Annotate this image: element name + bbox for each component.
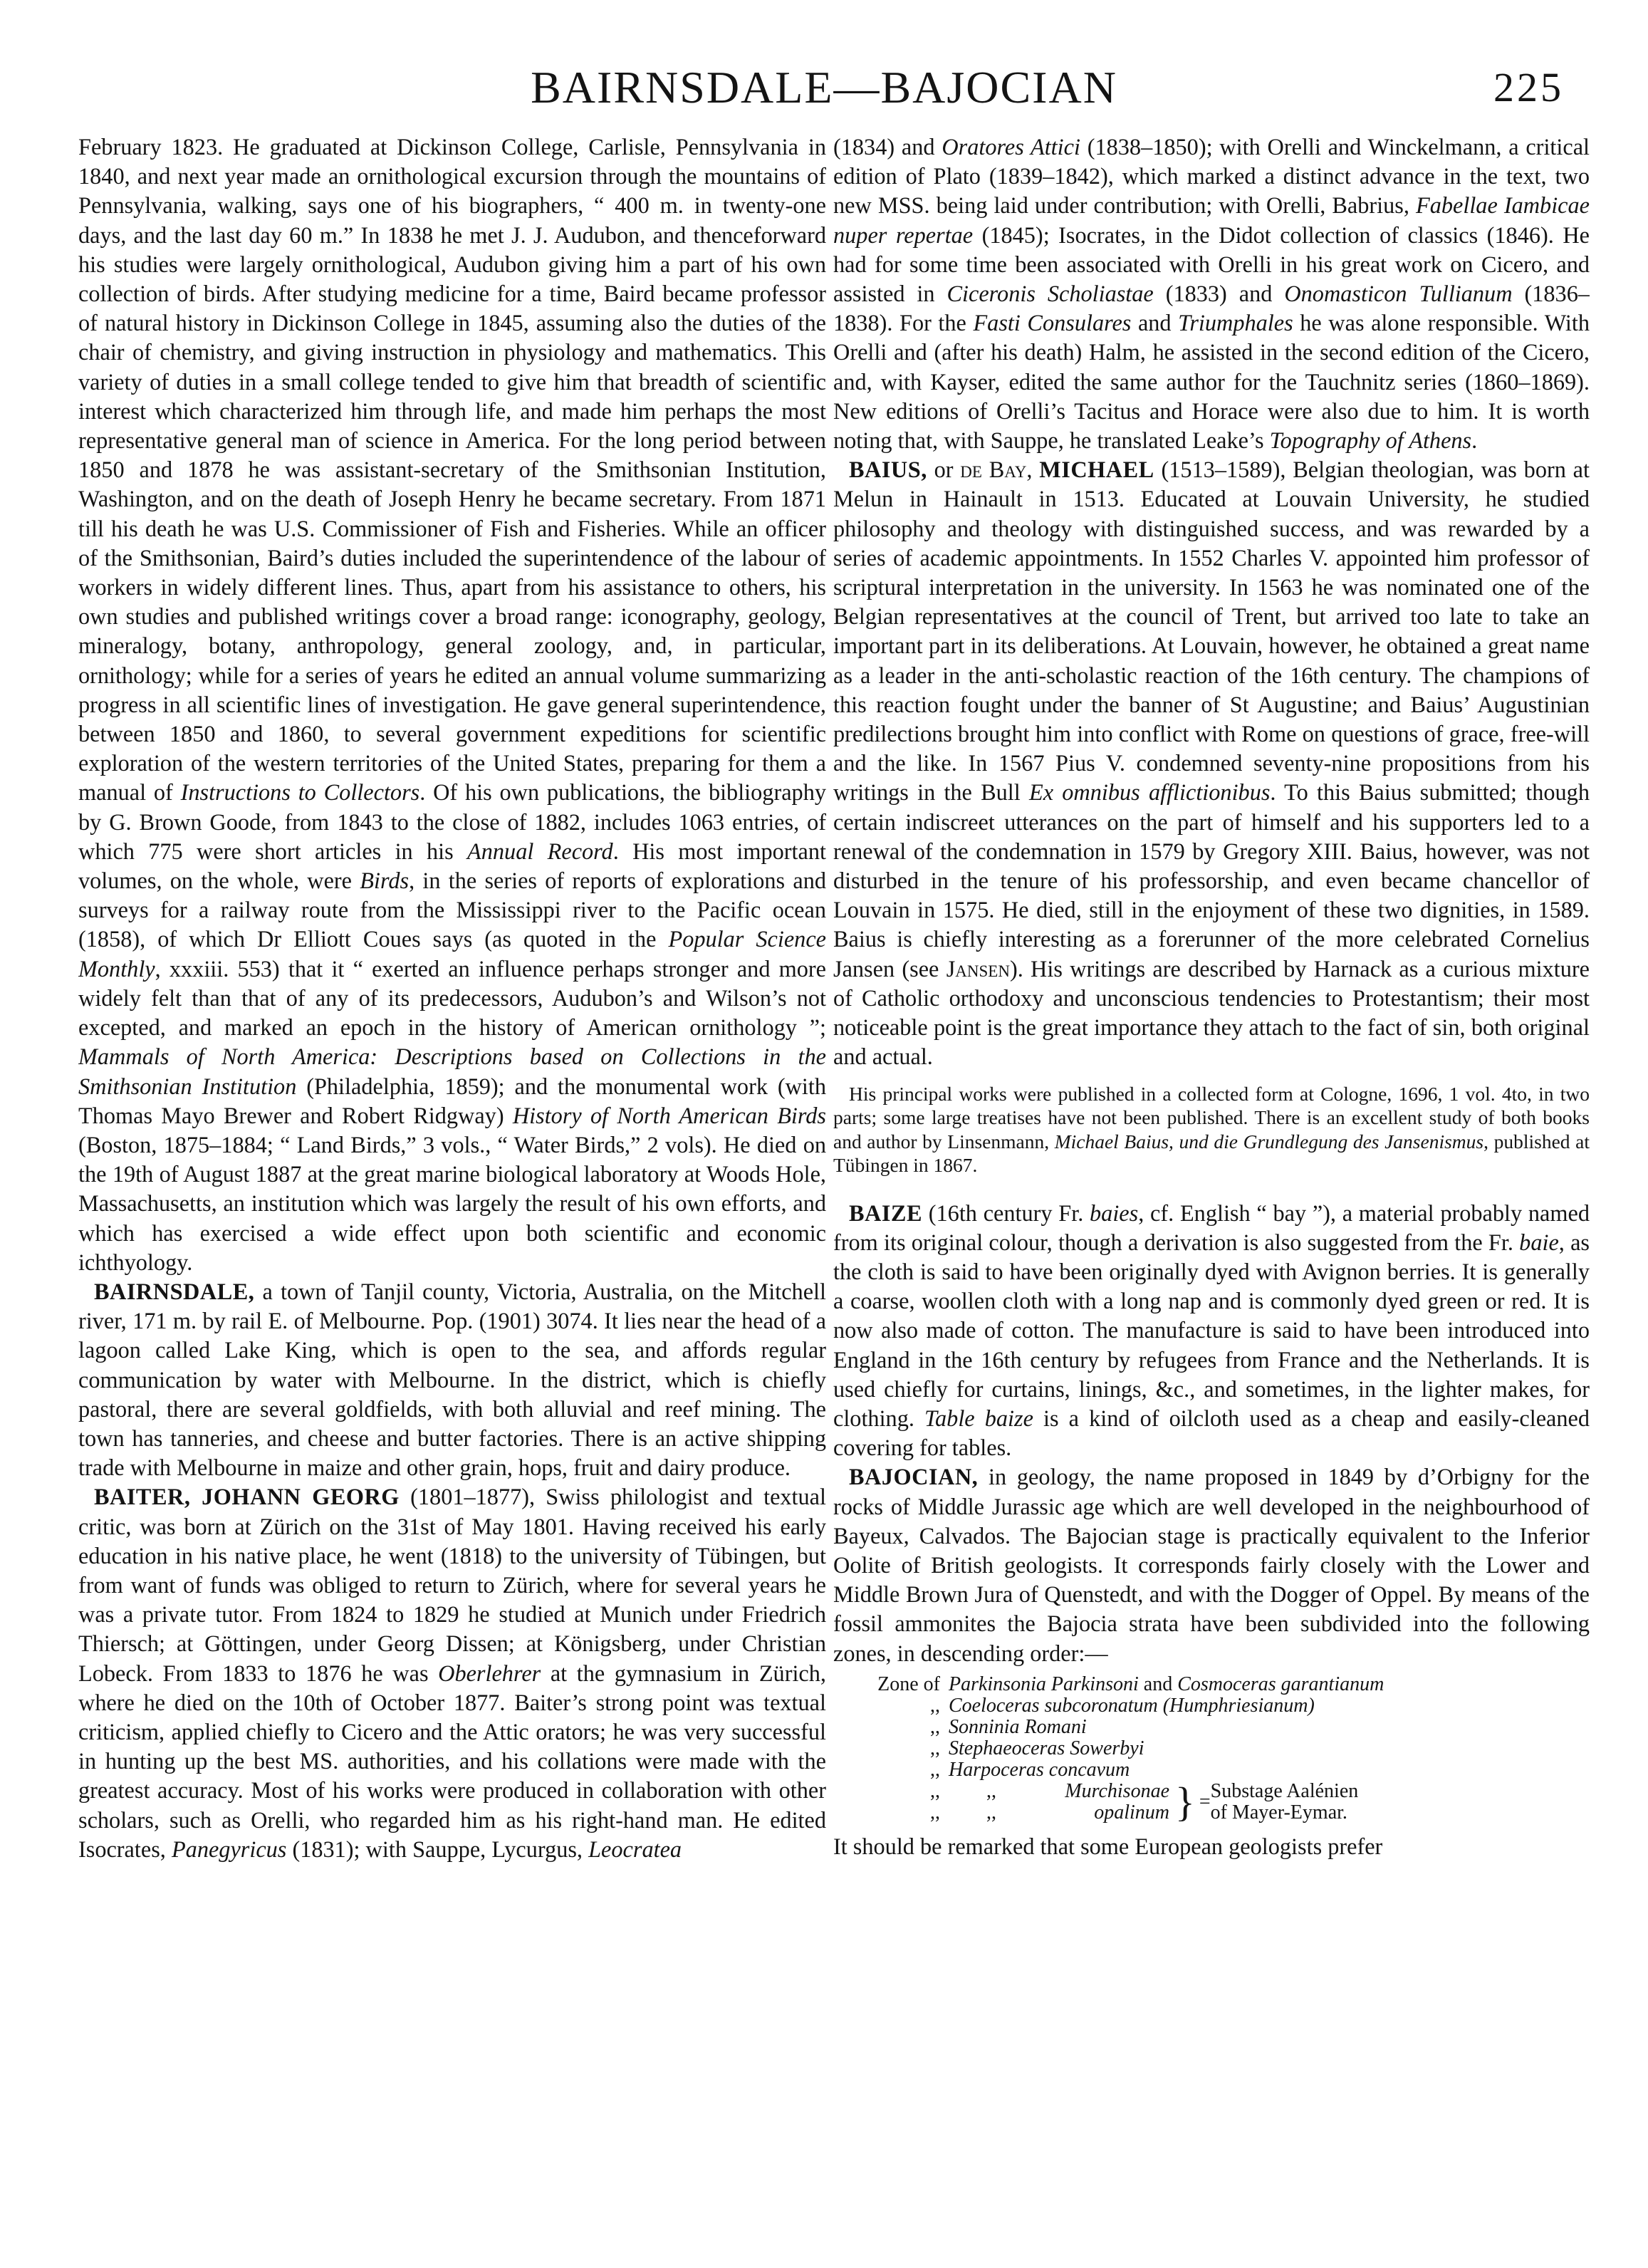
- italic-text: Fabellae Iambicae nuper repertae: [833, 192, 1590, 248]
- italic-text: Mammals of North America: Descriptions based on Collections in the Smithsonian Institution: [78, 1044, 826, 1099]
- zone-name: Coeloceras subcoronatum: [949, 1694, 1158, 1717]
- substage-label: [1211, 1781, 1359, 1824]
- italic-text: Leocratea: [588, 1836, 682, 1862]
- italic-text: Fasti Consulares: [973, 310, 1132, 336]
- entry-headword: MICHAEL: [1039, 457, 1154, 483]
- zone-ditto: ,,: [986, 1779, 996, 1802]
- italic-text: Ciceronis Scholiastae: [946, 281, 1154, 307]
- small-caps-text: Jansen: [946, 955, 1010, 982]
- italic-text: baie: [1519, 1229, 1559, 1255]
- text-run: , cf. English “ bay ”), a material probably named from its original colour, though a derivation is also suggested from the Fr.: [833, 1200, 1590, 1255]
- text-run: (1834) and: [833, 134, 942, 160]
- text-run: (1836–1838). For the: [833, 281, 1590, 336]
- text-run: , in the series of reports of explorations and surveys for a railway route from the Mississippi river to the Pacific ocean (1858), of which Dr Elliott Coues says (as quoted in the: [78, 868, 826, 952]
- italic-text: Onomasticon Tullianum: [1284, 281, 1513, 307]
- text-run: . His most important volumes, on the whole, were: [78, 838, 826, 894]
- entry-headword: BAITER, JOHANN GEORG: [94, 1484, 400, 1510]
- text-run: ). His writings are described by Harnack as a curious mixture of Catholic orthodoxy and unconscious tendencies to Protestantism; their most noticeable point is the great importance they attach to the fact of sin, both original and actual.: [833, 955, 1590, 1070]
- zone-ditto: ,,: [930, 1779, 940, 1802]
- running-title: BAIRNSDALE—BAJOCIAN: [531, 62, 1117, 113]
- text-run: February 1823. He graduated at Dickinson College, Carlisle, Pennsylvania in 1840, and next year made an ornithological excursion through the mountains of Pennsylvania, walking, says one of his biographers, “ 400 m. in twenty-one days, and the last day 60 m.” In 1838 he met J. J. Audubon, and thenceforward his studies were largely ornithological, Audubon giving him a part of his own collection of birds. After studying medicine for a time, Baird became professor of natural history in Dickinson College in 1845, assuming also the duties of the chair of chemistry, and giving instruction in physiology and mathematics. This variety of duties in a small college tended to give him that breadth of scientific interest which characterized him through life, and made him perhaps the most representative general man of science in America. For the long period between 1850 and 1878 he was assistant-secretary of the Smithsonian Institution, Washington, and on the death of Joseph Henry he became secretary. From 1871 till his death he was U.S. Commissioner of Fish and Fisheries. While an officer of the Smithsonian, Baird’s duties included the superintendence of the labour of workers in widely different lines. Thus, apart from his assistance to others, his own studies and published writings cover a broad range: iconography, geology, mineralogy, botany, anthropology, general zoology, and, in particular, ornithology; while for a series of years he edited an annual volume summarizing progress in all scientific lines of investigation. He gave general superintendence, between 1850 and 1860, to several government expeditions for scientific exploration of the western territories of the United States, preparing for them a manual of: [78, 134, 826, 806]
- zone-and: and: [1143, 1673, 1173, 1695]
- italic-text: Ex omnibus afflictionibus: [1028, 779, 1271, 806]
- substage-line: of Mayer-Eymar.: [1210, 1801, 1347, 1824]
- text-run: His principal works were published in a collected form at Cologne, 1696, 1 vol. 4to, in two parts; some large treatises have not been published. There is an excellent study of both books and author by Linsenmann,: [833, 1082, 1590, 1153]
- page-header: [0, 56, 1648, 120]
- zone-prefix: Zone of: [877, 1673, 940, 1695]
- text-run: .: [1471, 427, 1478, 454]
- entry-headword: BAIRNSDALE,: [94, 1278, 255, 1304]
- text-run: (1831); with Sauppe, Lycurgus,: [286, 1836, 589, 1862]
- text-run: (Boston, 1875–1884; “ Land Birds,” 3 vols., “ Water Birds,” 2 vols). He died on the 19th of August 1887 at the great marine biological laboratory at Woods Hole, Massachusetts, an institution which was largely the result of his own efforts, and which has exercised a wide effect upon both scientific and economic ichthyology.: [78, 1131, 826, 1275]
- entry-headword: BAJOCIAN,: [849, 1464, 979, 1490]
- text-run: (1833) and: [1153, 281, 1285, 307]
- entry-baius: [833, 455, 1590, 1071]
- zone-row: [833, 1781, 1169, 1802]
- text-run: (16th century Fr.: [922, 1200, 1090, 1226]
- zone-name: Cosmoceras garantianum: [1177, 1673, 1384, 1695]
- entry-baius-note: [833, 1082, 1590, 1177]
- zone-ditto: ,,: [930, 1694, 940, 1717]
- entry-baiter: [78, 1482, 826, 1864]
- italic-text: Oberlehrer: [438, 1660, 541, 1686]
- zone-substage-group: [833, 1778, 1590, 1825]
- entry-bajocian: [833, 1462, 1590, 1668]
- zone-row: [833, 1695, 1590, 1717]
- entry-bairnsdale: [78, 1277, 826, 1482]
- text-run: , xxxiii. 553) that it “ exerted an influence perhaps stronger and more widely felt than that of any of its predecessors, Audubon’s and Wilson’s not excepted, and marked an epoch in the history of American ornithology ”;: [78, 955, 826, 1041]
- italic-text: History of North American Birds: [512, 1102, 826, 1128]
- italic-text: Popular Science Monthly: [78, 926, 826, 982]
- zone-ditto: ,,: [986, 1801, 996, 1824]
- italic-text: Panegyricus: [171, 1836, 287, 1862]
- text-run: (Philadelphia, 1859); and the monumental work (with Thomas Mayo Brewer and Robert Ridgway): [78, 1073, 826, 1128]
- italic-text: Annual Record: [467, 838, 613, 864]
- text-run: (1838–1850); with Orelli and Winckelmann, a critical edition of Plato (1839–1842), which marked a distinct advance in the text, two new MSS. being laid under contribution; with Orelli, Babrius,: [833, 134, 1590, 219]
- italic-text: baies: [1090, 1200, 1139, 1226]
- zone-name: Stephaeoceras Sowerbyi: [949, 1737, 1144, 1759]
- equals-sign: =: [1199, 1790, 1211, 1813]
- zone-name: Sonninia Romani: [949, 1715, 1087, 1738]
- zone-list: [833, 1674, 1590, 1824]
- right-column: [833, 132, 1590, 2227]
- entry-baiter-continued: [833, 132, 1590, 455]
- zone-name: opalinum: [1094, 1801, 1169, 1824]
- left-column: [78, 132, 826, 2227]
- zone-row: [833, 1759, 1590, 1781]
- zone-ditto: ,,: [930, 1737, 940, 1759]
- brace: }: [1175, 1778, 1195, 1825]
- text-run: . Of his own publications, the bibliography by G. Brown Goode, from 1843 to the close of 1882, includes 1063 entries, of which 775 were short articles in his: [78, 779, 826, 864]
- zone-row: [833, 1674, 1590, 1695]
- text-run: and: [1131, 310, 1179, 336]
- small-caps-text: de Bay: [960, 457, 1027, 483]
- italic-text: Topography of Athens: [1269, 427, 1472, 454]
- entry-headword: BAIUS,: [849, 457, 927, 483]
- zone-ditto: ,,: [930, 1801, 940, 1824]
- italic-text: Triumphales: [1178, 310, 1293, 336]
- text-run: a town of Tanjil county, Victoria, Australia, on the Mitchell river, 171 m. by rail E. of Melbourne. Pop. (1901) 3074. It lies near the head of a lagoon called Lake King, which is open to the sea, and affords regular communication by water with Melbourne. In the district, which is chiefly pastoral, there are several goldfields, with both alluvial and reef mining. The town has tanneries, and cheese and butter factories. There is an active shipping trade with Melbourne in maize and other grain, hops, fruit and dairy produce.: [78, 1278, 826, 1481]
- zone-name: Harpoceras concavum: [949, 1758, 1130, 1781]
- zone-name: Parkinsonia Parkinsoni: [949, 1673, 1139, 1695]
- zone-ditto: ,,: [930, 1715, 940, 1738]
- entry-baird-continued: [78, 132, 826, 1277]
- text-run: is a kind of oilcloth used as a cheap and easily-cleaned covering for tables.: [833, 1405, 1590, 1461]
- italic-text: Birds: [360, 868, 410, 894]
- text-run: . To this Baius submitted; though certain indiscreet utterances on the part of himself and his supporters led to a renewal of the condemnation in 1579 by Gregory XIII. Baius, however, was not disturbed in the tenure of his professorship, and even became chancellor of Louvain in 1575. He died, still in the enjoyment of these two dignities, in 1589. Baius is chiefly interesting as a forerunner of the more celebrated Cornelius Jansen (see: [833, 779, 1590, 982]
- text-run: ,: [1026, 457, 1040, 483]
- substage-line: Substage Aalénien: [1210, 1779, 1359, 1802]
- text-run: (1845); Isocrates, in the Didot collection of classics (1846). He had for some time been associated with Orelli in his great work on Cicero, and assisted in: [833, 222, 1590, 307]
- text-run: in geology, the name proposed in 1849 by d’Orbigny for the rocks of Middle Jurassic age which are well developed in the neighbourhood of Bayeux, Calvados. The Bajocian stage is practically equivalent to the Inferior Oolite of British geologists. It corresponds fairly closely with the Lower and Middle Brown Jura of Quenstedt, and with the Dogger of Oppel. By means of the fossil ammonites the Bajocia strata have been subdivided into the following zones, in descending order:—: [833, 1464, 1590, 1666]
- page-number: 225: [1493, 64, 1564, 110]
- text-run: he was alone responsible. With Orelli and (after his death) Halm, he assisted in the second edition of the Cicero, and, with Kayser, edited the same author for the Tauchnitz series (1860–1869). New editions of Orelli’s Tacitus and Horace were also due to him. It is worth noting that, with Sauppe, he translated Leake’s: [833, 310, 1590, 454]
- text-run: , as the cloth is said to have been originally dyed with Avignon berries. It is generally a coarse, woollen cloth with a long nap and is commonly dyed green or red. It is now also made of cotton. The manufacture is said to have been introduced into England in the 16th century by refugees from France and the Netherlands. It is used chiefly for curtains, linings, &c., and sometimes, in the lighter makes, for clothing.: [833, 1229, 1590, 1431]
- italic-text: Instructions to Collectors: [180, 779, 420, 806]
- entry-baize: [833, 1199, 1590, 1463]
- closing-line: It should be remarked that some European geologists prefer: [833, 1833, 1383, 1859]
- zone-ditto: ,,: [930, 1758, 940, 1781]
- italic-text: Oratores Attici: [942, 134, 1080, 160]
- zone-name: Murchisonae: [1065, 1779, 1169, 1802]
- text-run: at the gymnasium in Zürich, where he died on the 10th of October 1877. Baiter’s strong point was textual criticism, applied chiefly to Cicero and the Attic orators; he was very successful in hunting up the best MS. authorities, and his collations were made with the greatest accuracy. Most of his works were produced in collaboration with other scholars, such as Orelli, who regarded him as his right-hand man. He edited Isocrates,: [78, 1660, 826, 1862]
- zone-name-alt: (Humphriesianum): [1162, 1694, 1315, 1717]
- text-run: (1801–1877), Swiss philologist and textual critic, was born at Zürich on the 31st of May 1801. Having received his early education in his native place, he went (1818) to the university of Tübingen, but from want of funds was obliged to return to Zürich, where for several years he was a private tutor. From 1824 to 1829 he studied at Munich under Friedrich Thiersch; at Göttingen, under Georg Dissen; at Königsberg, under Christian Lobeck. From 1833 to 1876 he was: [78, 1484, 826, 1686]
- text-run: , published at Tübingen in 1867.: [833, 1130, 1590, 1176]
- zone-row: [833, 1717, 1590, 1738]
- zone-row: [833, 1738, 1590, 1759]
- italic-text: Michael Baius, und die Grundlegung des Jansenismus: [1054, 1130, 1484, 1153]
- text-run: (1513–1589), Belgian theologian, was born at Melun in Hainault in 1513. Educated at Louvain University, he studied philosophy and theology with distinguished success, and was rewarded by a series of academic appointments. In 1552 Charles V. appointed him professor of scriptural interpretation in the university. In 1563 he was nominated one of the Belgian representatives at the council of Trent, but arrived too late to take an important part in its deliberations. At Louvain, however, he obtained a great name as a leader in the anti-scholastic reaction of the 16th century. The champions of this reaction fought under the banner of St Augustine; and Baius’ Augustinian predilections brought him into conflict with Rome on questions of grace, free-will and the like. In 1567 Pius V. condemned seventy-nine propositions from his writings in the Bull: [833, 457, 1590, 806]
- entry-headword: BAIZE: [849, 1200, 923, 1226]
- zone-row: [833, 1802, 1169, 1824]
- italic-text: Table baize: [924, 1405, 1033, 1431]
- text-run: or: [927, 457, 961, 483]
